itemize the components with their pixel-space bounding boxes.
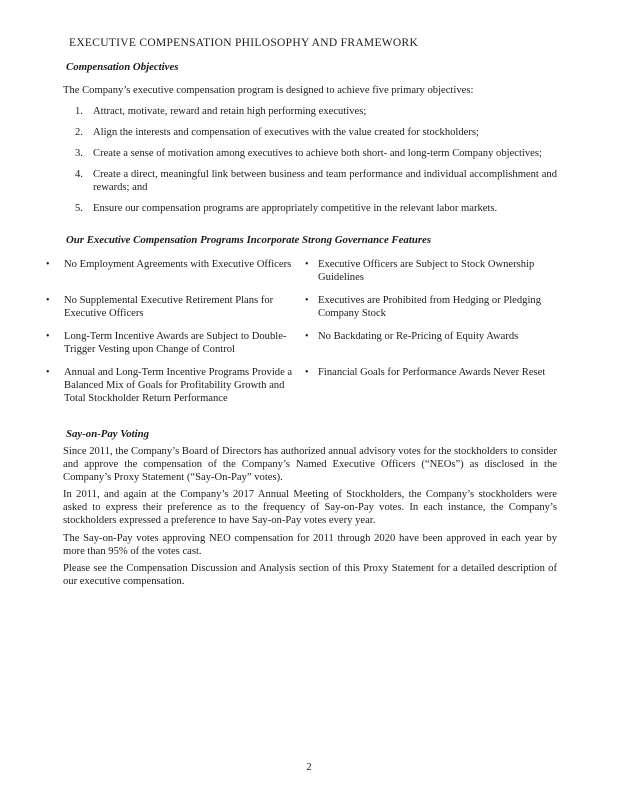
bullet-icon: • [46,295,50,306]
governance-features-grid [46,258,558,405]
list-item-text: Align the interests and compensation of executives with the value created for stockholders; [93,127,479,138]
list-item [75,168,557,194]
governance-row [46,366,558,405]
bullet-icon: • [305,367,309,378]
governance-item [305,258,558,284]
list-item-text: Create a direct, meaningful link between business and team performance and individual accomplishment and rewards; and [93,169,557,193]
bullet-icon: • [305,331,309,342]
list-item-number: 3. [75,148,83,159]
list-item [75,202,557,215]
governance-item-text: No Backdating or Re-Pricing of Equity Awards [318,331,519,342]
list-item-text: Attract, motivate, reward and retain high performing executives; [93,106,367,117]
heading-governance-features: Our Executive Compensation Programs Incorporate Strong Governance Features [66,234,432,246]
bullet-icon: • [305,295,309,306]
governance-row [46,258,558,284]
bullet-icon: • [46,259,50,270]
bullet-icon: • [46,331,50,342]
governance-item-text: Executives are Prohibited from Hedging or Pledging Company Stock [318,295,542,319]
governance-item-text: Financial Goals for Performance Awards Never Reset [318,367,546,378]
governance-item [305,366,558,405]
list-item [75,147,557,160]
say-on-pay-paragraph: Since 2011, the Company’s Board of Directors has authorized annual advisory votes for the stockholders to consider and approve the compensation of the Company’s Named Executive Officers (“NEOs”) as disclosed in the Company’s Proxy Statement (“Say-On-Pay” votes). [63,446,557,483]
list-item-number: 1. [75,106,83,117]
say-on-pay-paragraph: Please see the Compensation Discussion and Analysis section of this Proxy Statement for a detailed description of our executive compensation. [63,563,557,588]
heading-say-on-pay-voting: Say-on-Pay Voting [66,428,150,440]
list-item-number: 5. [75,203,83,214]
governance-item [305,294,558,320]
governance-item [46,330,305,356]
list-item [75,126,557,139]
page-title: EXECUTIVE COMPENSATION PHILOSOPHY AND FRAMEWORK [69,37,419,49]
list-item-number: 2. [75,127,83,138]
governance-item-text: Long-Term Incentive Awards are Subject to Double-Trigger Vesting upon Change of Control [64,331,287,355]
bullet-icon: • [305,259,309,270]
governance-item [46,294,305,320]
governance-row [46,330,558,356]
governance-item [305,330,558,356]
list-item-text: Ensure our compensation programs are appropriately competitive in the relevant labor markets. [93,203,498,214]
bullet-icon: • [46,367,50,378]
say-on-pay-paragraph: The Say-on-Pay votes approving NEO compensation for 2011 through 2020 have been approved in each year by more than 95% of the votes cast. [63,532,557,557]
list-item [75,105,557,118]
list-item-text: Create a sense of motivation among executives to achieve both short- and long-term Company objectives; [93,148,542,159]
page-number: 2 [306,762,312,773]
governance-item-text: No Supplemental Executive Retirement Plans for Executive Officers [64,295,274,319]
objectives-intro-paragraph: The Company’s executive compensation program is designed to achieve five primary objectives: [63,85,474,96]
list-item-number: 4. [75,169,83,180]
governance-item [46,366,305,405]
governance-item-text: Executive Officers are Subject to Stock Ownership Guidelines [318,259,535,283]
governance-item-text: Annual and Long-Term Incentive Programs Provide a Balanced Mix of Goals for Profitability Growth and Total Stockholder Return Performance [64,367,293,404]
say-on-pay-section [0,446,618,589]
heading-compensation-objectives: Compensation Objectives [66,61,179,73]
governance-item [46,258,305,284]
governance-item-text: No Employment Agreements with Executive Officers [64,259,292,270]
objectives-numbered-list [0,105,618,215]
say-on-pay-paragraph: In 2011, and again at the Company’s 2017 Annual Meeting of Stockholders, the Company’s stockholders were asked to express their preference as to the frequency of Say-on-Pay votes. In each instance, the Company’s stockholders expressed a preference to have Say-on-Pay votes every year. [63,489,557,526]
governance-row [46,294,558,320]
